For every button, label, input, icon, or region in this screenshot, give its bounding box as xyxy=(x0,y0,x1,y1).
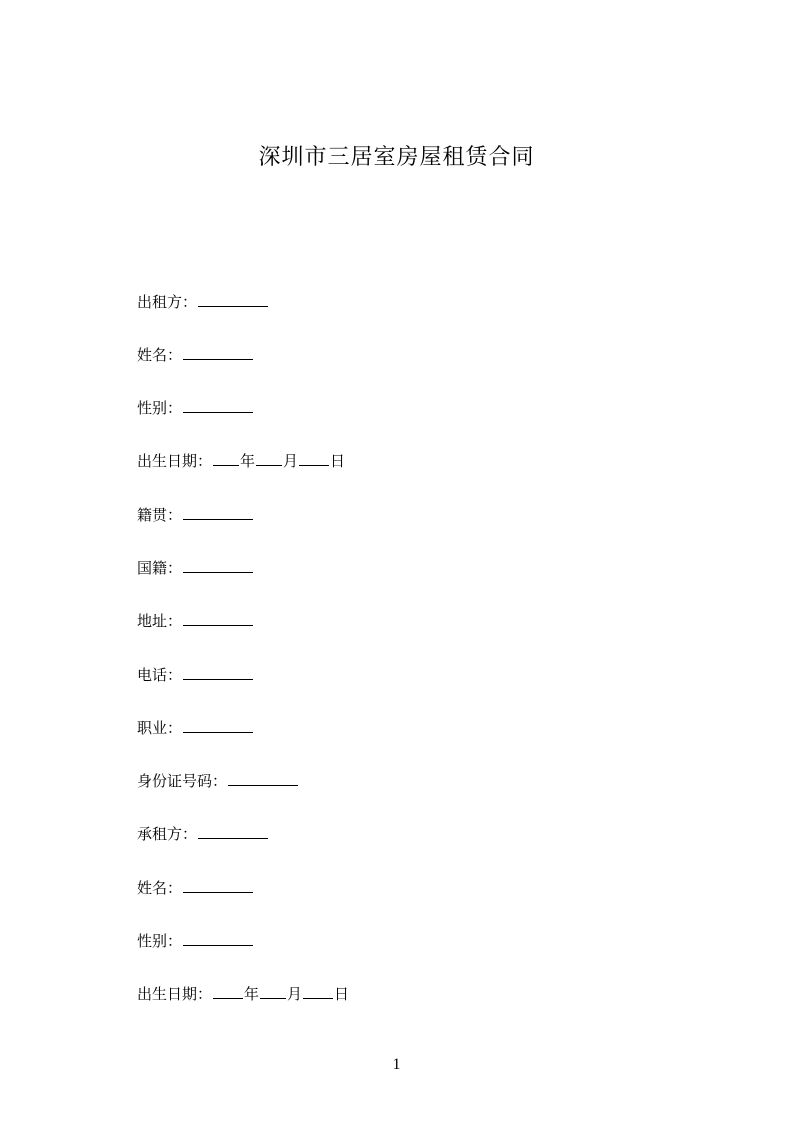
lessee-gender-line xyxy=(137,931,254,951)
lessor-native-place-blank[interactable] xyxy=(183,505,253,520)
lessee-day-label: 日 xyxy=(334,985,350,1003)
lessor-id-line xyxy=(137,771,299,791)
lessor-gender-blank[interactable] xyxy=(183,398,253,413)
lessor-address-line xyxy=(137,611,254,631)
document-title: 深圳市三居室房屋租赁合同 xyxy=(258,145,535,170)
lessee-birth-label: 出生日期： xyxy=(137,985,213,1003)
lessor-year-label: 年 xyxy=(240,452,256,470)
lessor-address-label: 地址： xyxy=(137,612,183,630)
lessor-birth-year-blank[interactable] xyxy=(213,451,239,466)
lessee-month-label: 月 xyxy=(287,985,303,1003)
lessor-name-label: 姓名： xyxy=(137,346,183,364)
lessor-occupation-blank[interactable] xyxy=(183,718,253,733)
lessor-gender-line xyxy=(137,398,254,418)
lessee-gender-blank[interactable] xyxy=(183,931,253,946)
lessor-birth-line xyxy=(137,451,345,471)
lessee-year-label: 年 xyxy=(244,985,260,1003)
lessor-blank[interactable] xyxy=(198,292,268,307)
lessor-id-label: 身份证号码： xyxy=(137,772,228,790)
lessor-occupation-line xyxy=(137,718,254,738)
lessor-phone-line xyxy=(137,665,254,685)
lessee-name-blank[interactable] xyxy=(183,878,253,893)
lessor-gender-label: 性别： xyxy=(137,399,183,417)
lessee-name-line xyxy=(137,878,254,898)
lessee-blank[interactable] xyxy=(198,824,268,839)
lessor-name-blank[interactable] xyxy=(183,345,253,360)
lessee-birth-year-blank[interactable] xyxy=(213,984,243,999)
lessor-nationality-label: 国籍： xyxy=(137,559,183,577)
lessor-nationality-line xyxy=(137,558,254,578)
lessee-label: 承租方： xyxy=(137,825,198,843)
lessor-address-blank[interactable] xyxy=(183,611,253,626)
lessor-label: 出租方： xyxy=(137,293,198,311)
lessor-day-label: 日 xyxy=(330,452,346,470)
lessor-line xyxy=(137,292,269,312)
lessor-occupation-label: 职业： xyxy=(137,719,183,737)
lessor-month-label: 月 xyxy=(283,452,299,470)
lessee-birth-month-blank[interactable] xyxy=(260,984,286,999)
lessor-birth-label: 出生日期： xyxy=(137,452,213,470)
lessor-phone-label: 电话： xyxy=(137,666,183,684)
page-number: 1 xyxy=(392,1056,401,1073)
lessee-birth-day-blank[interactable] xyxy=(303,984,333,999)
lessor-id-blank[interactable] xyxy=(228,771,298,786)
lessee-gender-label: 性别： xyxy=(137,932,183,950)
lessor-birth-month-blank[interactable] xyxy=(256,451,282,466)
lessor-name-line xyxy=(137,345,254,365)
lessee-birth-line xyxy=(137,984,349,1004)
lessor-phone-blank[interactable] xyxy=(183,665,253,680)
lessor-native-place-line xyxy=(137,505,254,525)
lessor-birth-day-blank[interactable] xyxy=(299,451,329,466)
lessee-line xyxy=(137,824,269,844)
lessor-native-place-label: 籍贯： xyxy=(137,506,183,524)
lessor-nationality-blank[interactable] xyxy=(183,558,253,573)
lessee-name-label: 姓名： xyxy=(137,879,183,897)
